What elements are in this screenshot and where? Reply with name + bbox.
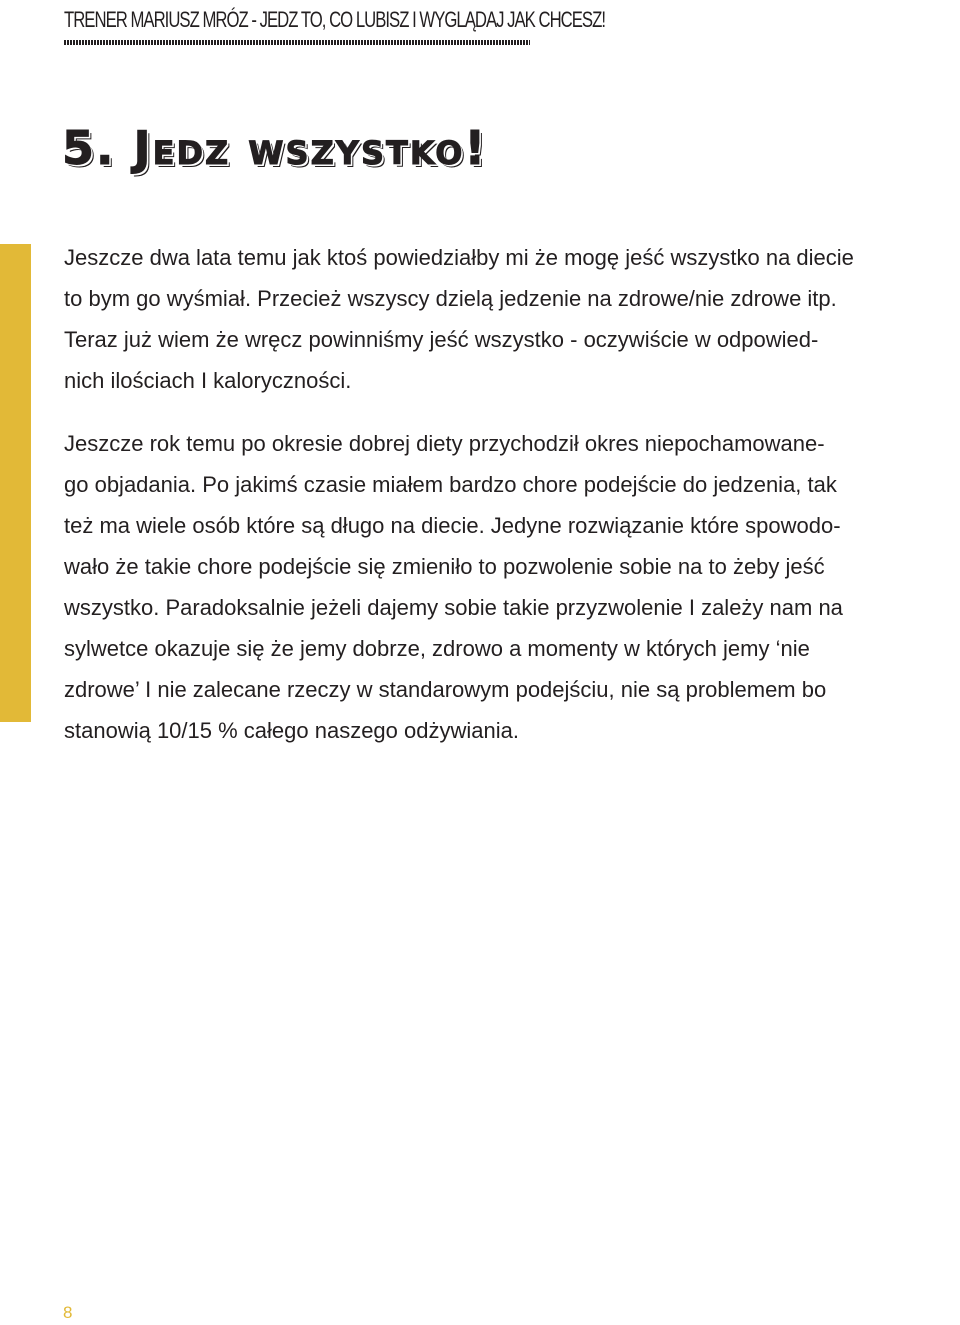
chapter-title-text: 5. Jedz wszystko! <box>62 121 488 175</box>
header-rule <box>64 40 530 45</box>
text-line: to bym go wyśmiał. Przecież wszyscy dzielą jedzenie na zdrowe/nie zdrowe itp. <box>64 286 837 311</box>
text-line: Jeszcze dwa lata temu jak ktoś powiedziałby mi że mogę jeść wszystko na diecie <box>64 245 854 270</box>
text-line: nich ilościach I kaloryczności. <box>64 368 352 393</box>
text-line: Jeszcze rok temu po okresie dobrej diety przychodził okres niepochamowane- <box>64 431 825 456</box>
paragraph-2 <box>64 423 960 751</box>
text-line: zdrowe’ I nie zalecane rzeczy w standarowym podejściu, nie są problemem bo <box>64 677 827 702</box>
page-number: 8 <box>63 1303 73 1322</box>
text-line: Teraz już wiem że wręcz powinniśmy jeść wszystko - oczywiście w odpowied- <box>64 327 819 352</box>
text-line: wało że takie chore podejście się zmieniło to pozwolenie sobie na to żeby jeść <box>64 554 825 579</box>
header-title: TRENER MARIUSZ MRÓZ - JEDZ TO, CO LUBISZ I WYGLĄDAJ JAK CHCESZ! <box>64 7 605 32</box>
accent-bar <box>0 244 31 722</box>
text-line: wszystko. Paradoksalnie jeżeli dajemy sobie takie przyzwolenie I zależy nam na <box>64 595 843 620</box>
text-line: sylwetce okazuje się że jemy dobrze, zdrowo a momenty w których jemy ‘nie <box>64 636 810 661</box>
text-line: stanowią 10/15 % całego naszego odżywiania. <box>64 718 519 743</box>
paragraph-1 <box>64 237 960 401</box>
body-content <box>64 237 960 751</box>
text-line: też ma wiele osób które są długo na diecie. Jedyne rozwiązanie które spowodo- <box>64 513 841 538</box>
text-line: go objadania. Po jakimś czasie miałem bardzo chore podejście do jedzenia, tak <box>64 472 837 497</box>
running-header <box>64 6 605 34</box>
chapter-title <box>62 122 487 174</box>
